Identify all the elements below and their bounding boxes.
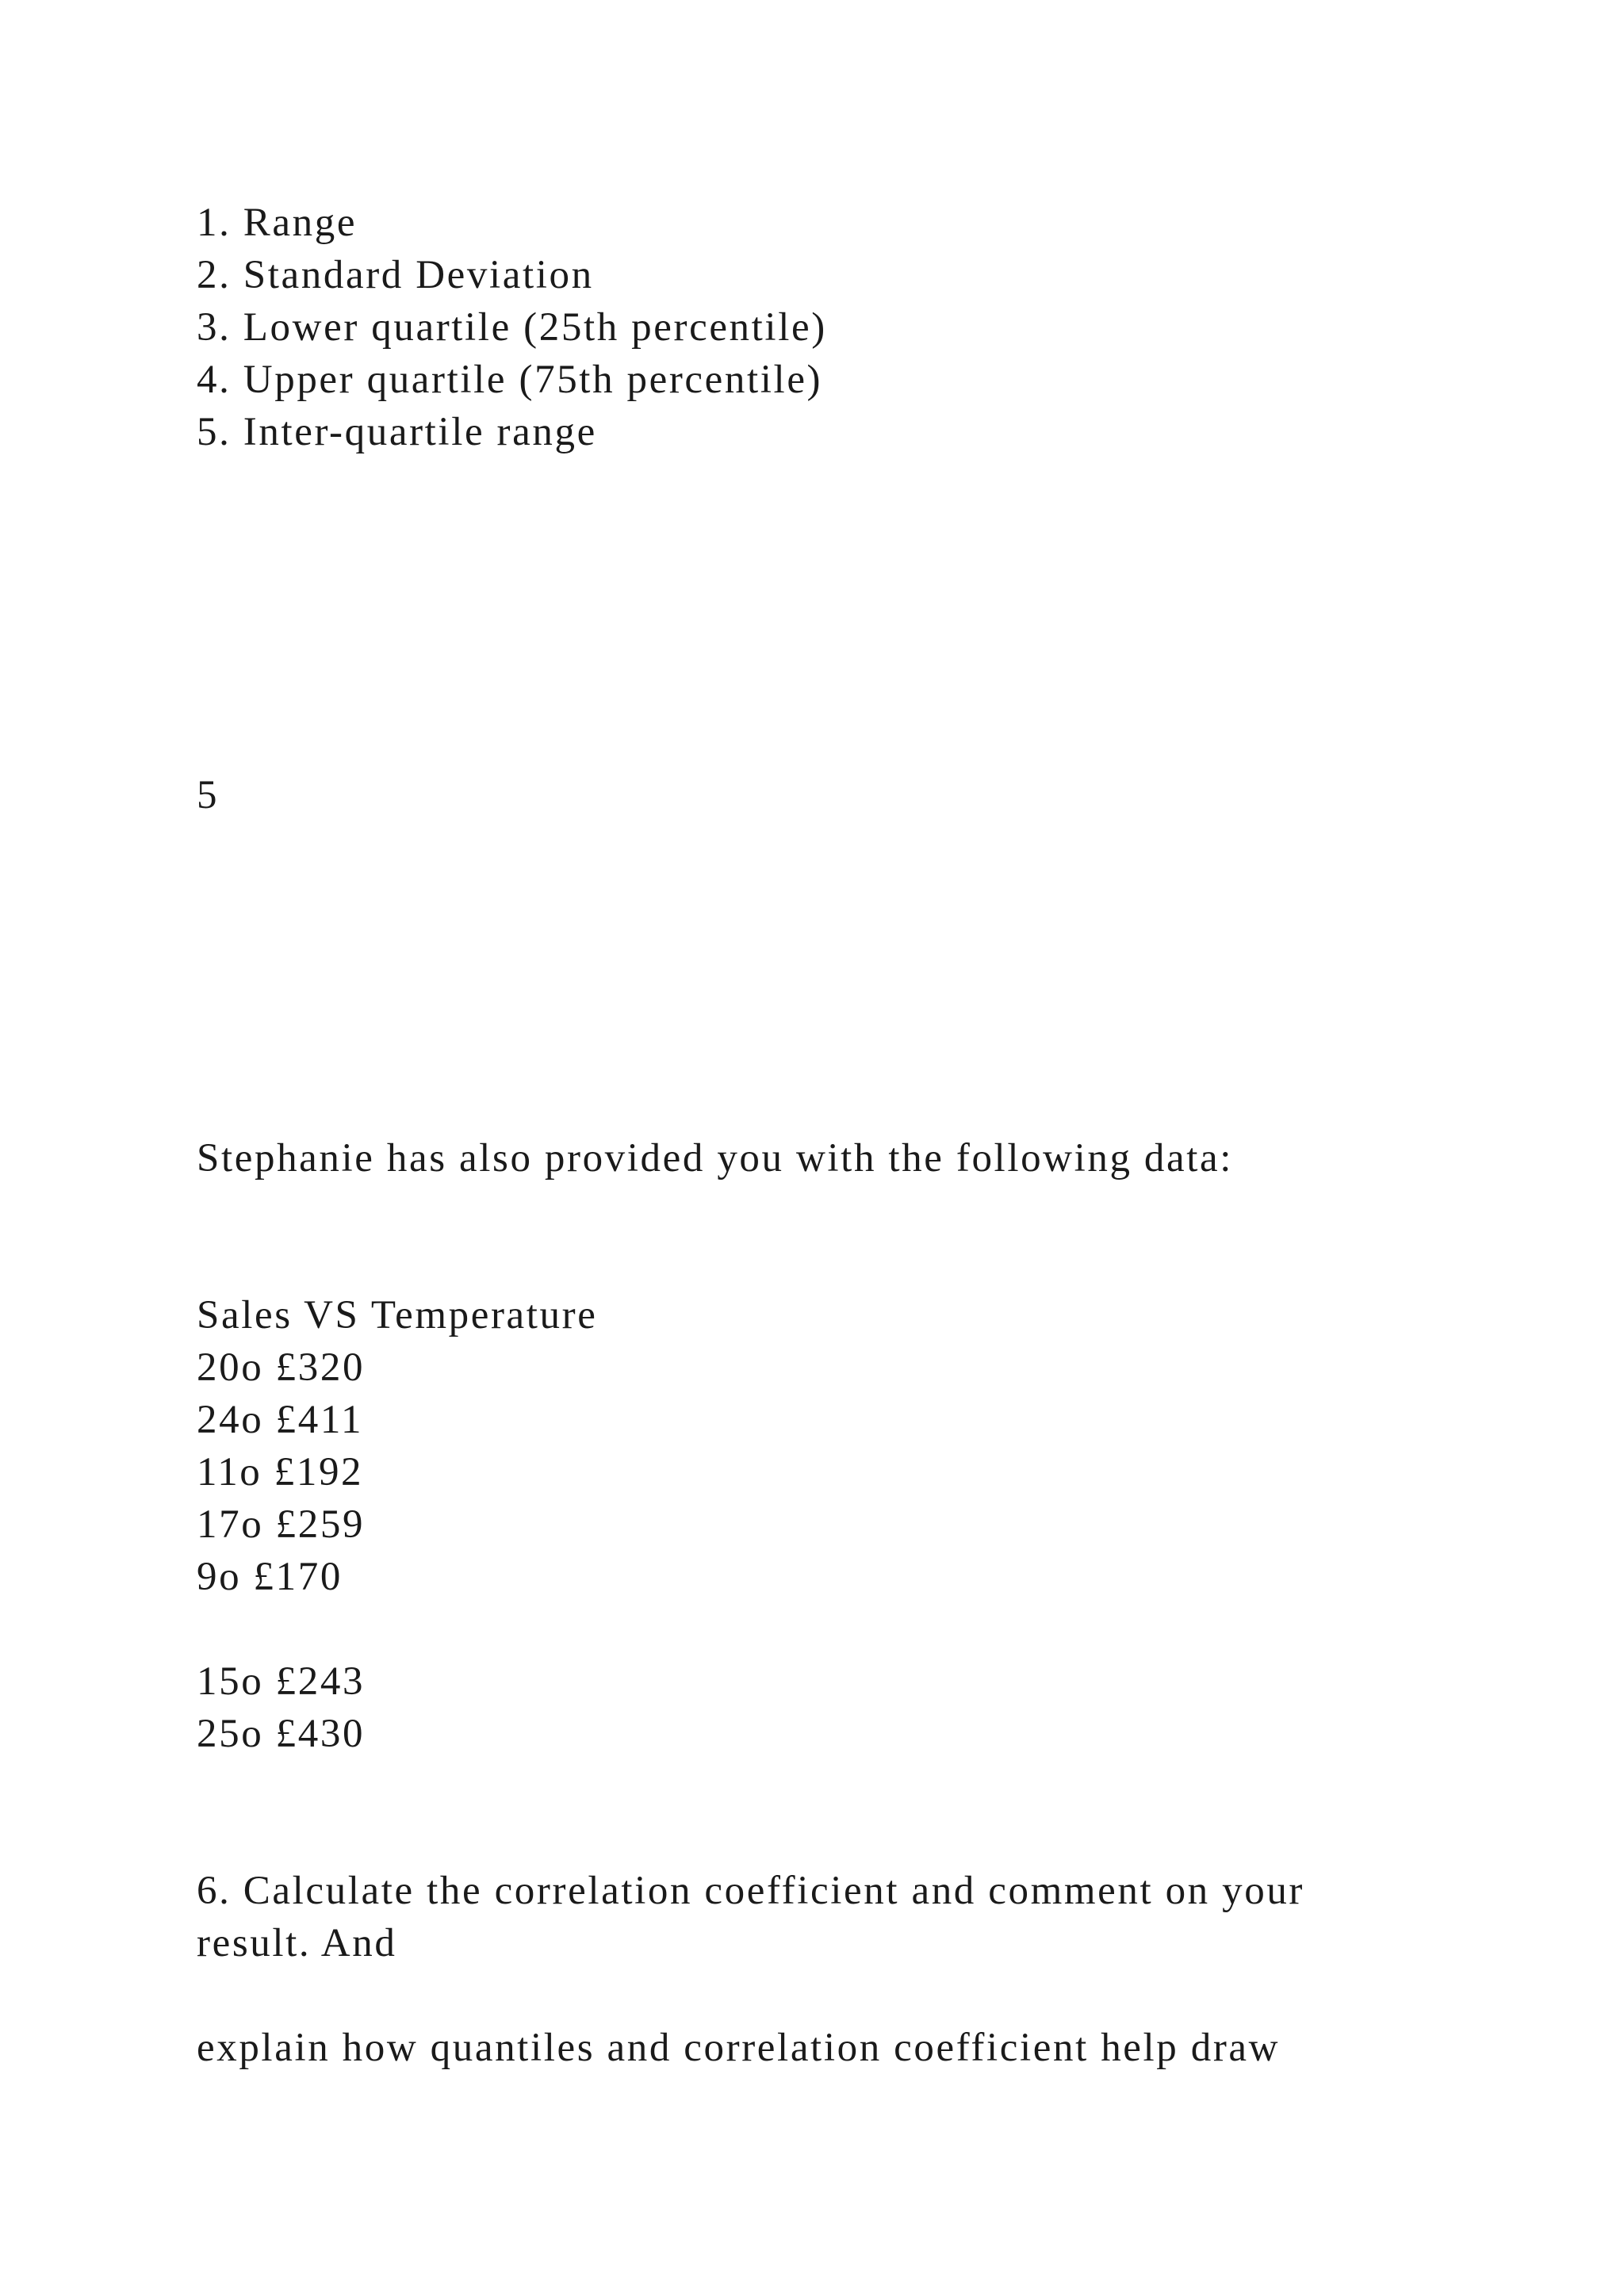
data-row: 25o £430 [197, 1712, 366, 1756]
question-6-line-1: 6. Calculate the correlation coefficient and comment on your [197, 1869, 1305, 1913]
question-3-lower-quartile: 3. Lower quartile (25th percentile) [197, 305, 827, 350]
data-row: 24o £411 [197, 1398, 364, 1442]
question-2-standard-deviation: 2. Standard Deviation [197, 253, 594, 297]
data-row: 15o £243 [197, 1659, 366, 1704]
table-heading: Sales VS Temperature [197, 1293, 598, 1337]
question-6-line-2: result. And [197, 1921, 397, 1965]
intro-paragraph: Stephanie has also provided you with the following data: [197, 1136, 1234, 1181]
data-row: 20o £320 [197, 1345, 366, 1390]
page-number: 5 [197, 773, 220, 817]
question-1-range: 1. Range [197, 201, 358, 245]
data-row: 9o £170 [197, 1555, 343, 1599]
data-row: 11o £192 [197, 1450, 364, 1494]
question-4-upper-quartile: 4. Upper quartile (75th percentile) [197, 358, 823, 402]
question-5-inter-quartile-range: 5. Inter-quartile range [197, 410, 597, 454]
closing-line: explain how quantiles and correlation coefficient help draw [197, 2026, 1281, 2070]
data-row: 17o £259 [197, 1502, 366, 1547]
